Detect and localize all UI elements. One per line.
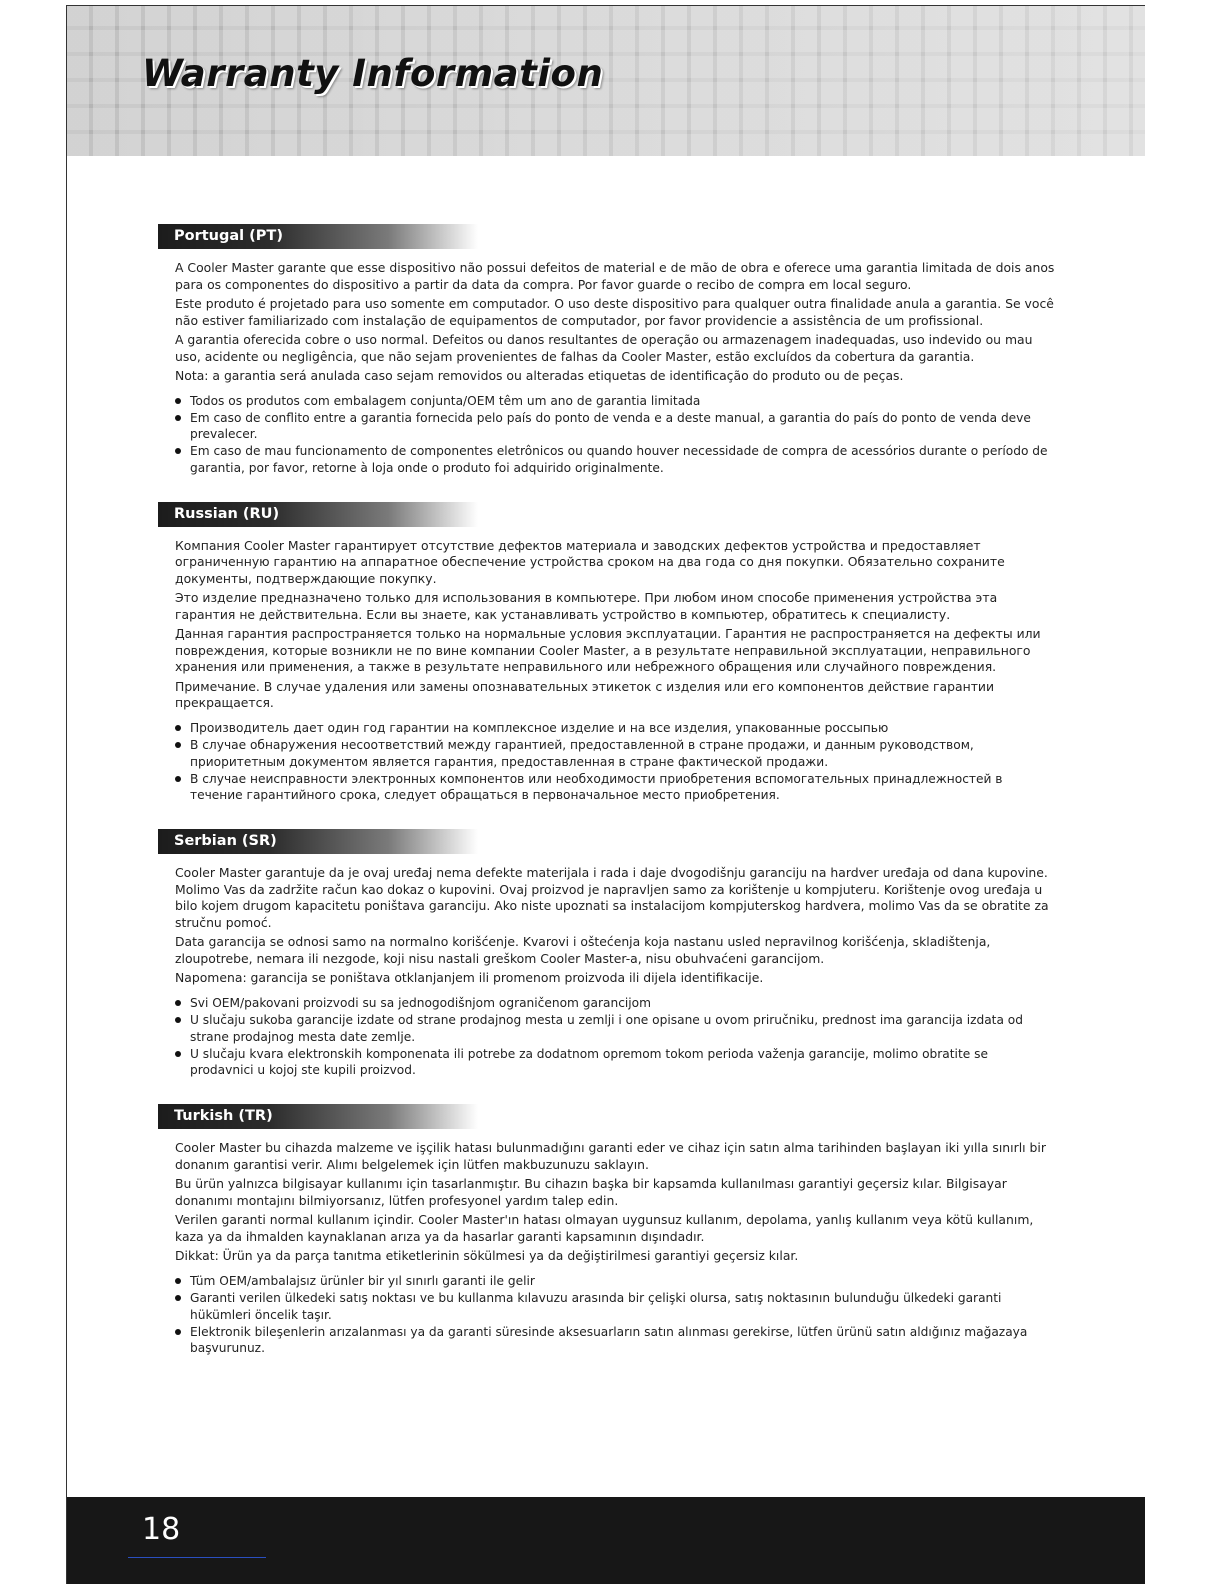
paragraph: Nota: a garantia será anulada caso sejam removidos ou alteradas etiquetas de identificação do produto ou de peças. — [175, 368, 904, 383]
section-russian — [158, 502, 1058, 803]
bullet-icon — [175, 398, 181, 404]
section-turkish — [158, 1104, 1058, 1356]
list-item — [175, 1046, 1055, 1079]
paragraph: Data garancija se odnosi samo na normalno korišćenje. Kvarovi i oštećenja koja nastanu usled nepravilnog korišćenja, skladištenja, zloupotrebe, nemara ili nezgode, koji nisu nastali greškom Cooler Master-a, nisu obuhvaćeni garancijom. — [175, 934, 991, 966]
section-body — [158, 865, 1055, 1078]
list-item-text: Todos os produtos com embalagem conjunta/OEM têm um ano de garantia limitada — [190, 393, 701, 408]
list-item — [175, 1273, 1055, 1289]
section-body — [158, 538, 1055, 803]
list-item-text: В случае неисправности электронных компонентов или необходимости приобретения вспомогательных принадлежностей в течение гарантийного срока, следует обращаться в первоначальное место приобретения. — [190, 771, 1003, 803]
bullet-list — [175, 393, 1055, 476]
bullet-icon — [175, 1278, 181, 1284]
list-item-text: В случае обнаружения несоответствий между гарантией, предоставленной в стране продажи, и данным руководством, приоритетным документом является гарантия, предоставленная в стране фактической продажи. — [190, 738, 974, 769]
page-number: 18 — [142, 1512, 181, 1547]
bullet-list — [175, 1273, 1055, 1356]
bullet-icon — [175, 1295, 181, 1301]
list-item-text: U slučaju sukoba garancije izdate od strane prodajnog mesta u zemlji i one opisane u ovom priručniku, prednost ima garancija izdata od strane prodajnog mesta date zemlje. — [190, 1013, 1023, 1044]
paragraph: Verilen garanti normal kullanım içindir. Cooler Master'ın hatası olmayan uygunsuz kullanım, depolama, yanlış kullanım veya kötü kullanım, kaza ya da ihmalden kaynaklanan arıza ya da hasarlar garanti kapsamının dışındadır. — [175, 1212, 1034, 1244]
list-item — [175, 771, 1055, 804]
list-item-text: Elektronik bileşenlerin arızalanması ya da garanti süresinde aksesuarların satın alınması gerekirse, lütfen ürünü satın aldığınız mağazaya başvurunuz. — [190, 1324, 1028, 1356]
list-item — [175, 1324, 1055, 1357]
bullet-icon — [175, 1329, 181, 1335]
paragraph: Este produto é projetado para uso somente em computador. O uso deste dispositivo para qualquer outra finalidade anula a garantia. Se você não estiver familiarizado com instalação de equipamentos de computador, por favor providencie a assistência de um profissional. — [175, 296, 1054, 328]
paragraph: Это изделие предназначено только для использования в компьютере. При любом ином способе применения устройства эта гарантия не действительна. Если вы знаете, как устанавливать устройство в компьютер, обратитесь к специалисту. — [175, 590, 998, 622]
section-body — [158, 260, 1055, 476]
bullet-icon — [175, 1000, 181, 1006]
bullet-icon — [175, 1017, 181, 1023]
paragraph: Napomena: garancija se poništava otklanjanjem ili promenom proizvoda ili dijela identifikacije. — [175, 970, 764, 986]
warranty-content — [158, 224, 1058, 1382]
bullet-icon — [175, 448, 181, 454]
paragraph: Dikkat: Ürün ya da parça tanıtma etiketlerinin sökülmesi ya da değiştirilmesi garantiyi geçersiz kılar. — [175, 1248, 799, 1264]
bullet-icon — [175, 776, 181, 782]
paragraph: A Cooler Master garante que esse dispositivo não possui defeitos de material e de mão de obra e oferece uma garantia limitada de dois anos para os componentes do dispositivo a partir da data da compra. Por favor guarde o recibo de compra em local seguro. — [175, 260, 1055, 292]
bullet-icon — [175, 725, 181, 731]
list-item-text: Em caso de mau funcionamento de componentes eletrônicos ou quando houver necessidade de compra de acessórios durante o período de garantia, por favor, retorne à loja onde o produto foi adquirido originalmente. — [190, 444, 1048, 475]
section-serbian — [158, 829, 1058, 1078]
list-item — [175, 737, 1055, 770]
list-item — [175, 410, 1055, 443]
section-body — [158, 1140, 1055, 1356]
section-heading: Portugal (PT) — [158, 224, 478, 249]
bullet-icon — [175, 415, 181, 421]
list-item-text: Garanti verilen ülkedeki satış noktası ve bu kullanma kılavuzu arasında bir çelişki olursa, satış noktasının bulunduğu ülkedeki garanti hükümleri öncelik taşır. — [190, 1291, 1002, 1322]
list-item-text: Svi OEM/pakovani proizvodi su sa jednogodišnjom ograničenom garancijom — [190, 995, 651, 1010]
list-item — [175, 393, 1055, 409]
paragraph: Bu ürün yalnızca bilgisayar kullanımı için tasarlanmıştır. Bu cihazın başka bir kapsamda kullanılması garantiyi geçersiz kılar. Bilgisayar donanımı montajını bilmiyorsanız, lütfen profesyonel yardım talep edin. — [175, 1176, 1007, 1208]
bullet-list — [175, 995, 1055, 1078]
paragraph: Cooler Master bu cihazda malzeme ve işçilik hatası bulunmadığını garanti eder ve cihaz için satın alma tarihinden başlayan iki yılla sınırlı bir donanım garantisi verir. Alımı belgelemek için lütfen makbuzunuzu saklayın. — [175, 1140, 1046, 1172]
paragraph: A garantia oferecida cobre o uso normal. Defeitos ou danos resultantes de operação ou armazenagem inadequadas, uso indevido ou mau uso, acidente ou negligência, que não sejam provenientes de falhas da Cooler Master, estão excluídos da cobertura da garantia. — [175, 332, 1033, 364]
list-item — [175, 995, 1055, 1011]
paragraph: Cooler Master garantuje da je ovaj uređaj nema defekte materijala i rada i daje dvogodišnju garanciju na hardver uređaja od dana kupovine. Molimo Vas da zadržite račun kao dokaz o kupovini. Ovaj proizvod je napravljen samo za korištenje u kompjuteru. Korištenje ovog uređaja u bilo kojem drugom kapacitetu poništava garanciju. Ako niste upoznati sa instalacijom kompjuterskog hardvera, molimo Vas da se obratite za stručnu pomoć. — [175, 865, 1049, 930]
bullet-icon — [175, 1051, 181, 1057]
bullet-list — [175, 720, 1055, 803]
section-heading: Serbian (SR) — [158, 829, 478, 854]
list-item — [175, 443, 1055, 476]
list-item-text: Em caso de conflito entre a garantia fornecida pelo país do ponto de venda e a deste manual, a garantia do país do ponto de venda deve prevalecer. — [190, 410, 1031, 442]
list-item — [175, 1290, 1055, 1323]
paragraph: Данная гарантия распространяется только на нормальные условия эксплуатации. Гарантия не распространяется на дефекты или повреждения, которые возникли не по вине компании Cooler Master, а в результате неправильной эксплуатации, неправильного хранения или применения, а также в результате неправильного или небрежного обращения или случайного повреждения. — [175, 626, 1041, 675]
footer-band — [67, 1497, 1145, 1584]
footer-underline — [128, 1557, 266, 1558]
list-item — [175, 1012, 1055, 1045]
list-item — [175, 720, 1055, 736]
list-item-text: U slučaju kvara elektronskih komponenata ili potrebe za dodatnom opremom tokom perioda važenja garancije, molimo obratite se prodavnici u kojoj ste kupili proizvod. — [190, 1046, 988, 1078]
list-item-text: Tüm OEM/ambalajsız ürünler bir yıl sınırlı garanti ile gelir — [190, 1273, 535, 1288]
page-title: Warranty Information — [142, 52, 604, 95]
section-heading: Turkish (TR) — [158, 1104, 478, 1129]
bullet-icon — [175, 742, 181, 748]
section-heading: Russian (RU) — [158, 502, 478, 527]
section-portugal — [158, 224, 1058, 476]
list-item-text: Производитель дает один год гарантии на комплексное изделие и на все изделия, упакованные россыпью — [190, 720, 889, 735]
paragraph: Примечание. В случае удаления или замены опознавательных этикеток с изделия или его компонентов действие гарантии прекращается. — [175, 678, 995, 711]
paragraph: Компания Cooler Master гарантирует отсутствие дефектов материала и заводских дефектов устройства и предоставляет ограниченную гарантию на аппаратное обеспечение устройства сроком на два года со дня покупки. Обязательно сохраните документы, подтверждающие покупку. — [175, 537, 1005, 586]
